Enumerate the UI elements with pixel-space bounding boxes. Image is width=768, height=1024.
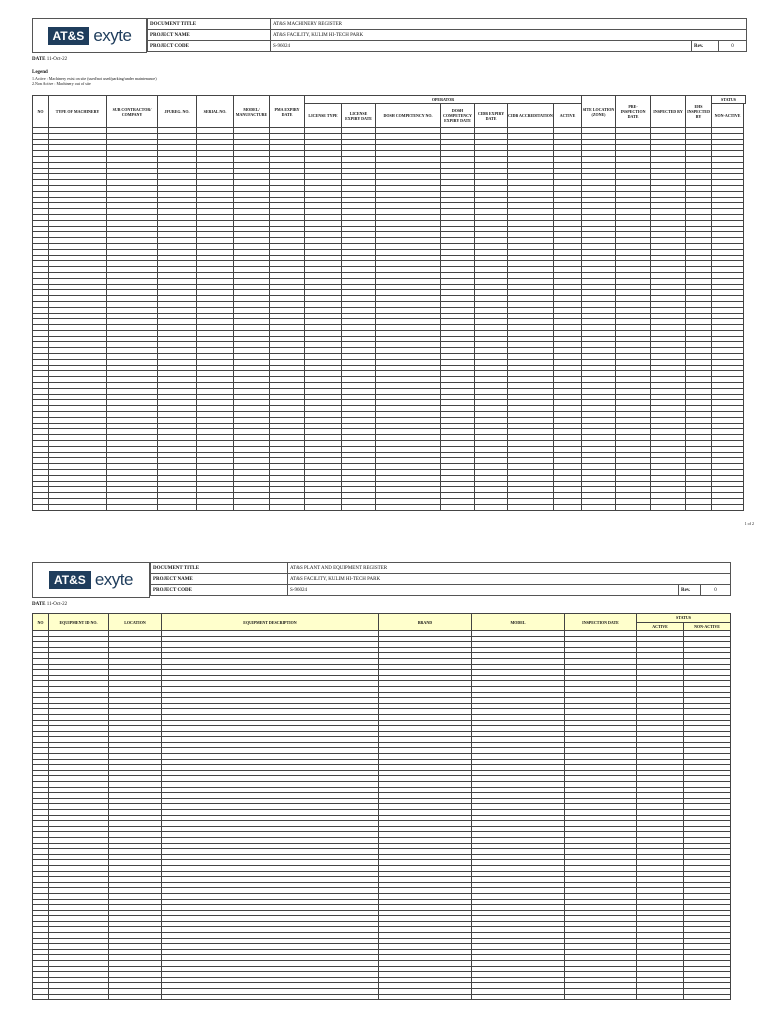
table-cell[interactable] [637,994,684,1000]
table-cell[interactable] [379,994,472,1000]
header-key-project-code: PROJECT CODE [148,41,271,52]
col2-location: LOCATION [109,614,162,631]
col-jkkp-reg-no: JFUREG. NO. [158,96,197,128]
table-cell[interactable] [712,504,744,510]
table-cell[interactable] [441,504,475,510]
col-cidb-expiry: CIDB EXPIRY DATE [475,104,508,128]
table-cell[interactable] [158,504,197,510]
document-header-table [147,18,747,52]
table-cell[interactable] [616,504,651,510]
logo-ats-text: AT&S [48,27,90,45]
header-value-project-name: AT&S FACILITY, KULIM HI-TECH PARK [271,30,747,41]
date-label: DATE [32,57,46,62]
col-group-status: STATUS [712,96,746,104]
header-key-project-name: PROJECT NAME [148,30,271,41]
rev-label: Rev. [692,41,719,52]
date-line [32,57,67,62]
col-inspected-by: INSPECTED BY [651,96,686,128]
col-dosh-competency-no: DOSH COMPETENCY NO. [376,104,441,128]
date-value-2: 11-Oct-22 [46,602,68,607]
date-value: 11-Oct-22 [46,57,68,62]
col-pma-expiry: PMA EXPIRY DATE [270,96,305,128]
table-cell[interactable] [234,504,270,510]
table-row [33,504,746,510]
header-key-project-code-2: PROJECT CODE [151,585,288,596]
equipment-register-table [32,613,731,1000]
table-cell[interactable] [109,994,162,1000]
legend [32,69,157,87]
header-value-project-name-2: AT&S FACILITY, KULIM HI-TECH PARK [288,574,731,585]
table-cell[interactable] [475,504,508,510]
table-cell[interactable] [472,994,565,1000]
table-cell[interactable] [33,504,49,510]
legend-item-non-active: 2.Non Active : Machinery out of site [32,81,91,86]
company-logo-2 [32,562,150,598]
table-row [33,994,731,1000]
table-cell[interactable] [686,504,712,510]
table-cell[interactable] [33,994,49,1000]
col-pre-inspection-date: PRE-INSPECTION DATE [616,96,651,128]
col2-group-status: STATUS [637,614,731,623]
col-license-expiry: LICENSE EXPIRY DATE [342,104,376,128]
table-cell[interactable] [565,994,637,1000]
col2-model: MODEL [472,614,565,631]
col-type-of-machinery: TYPE OF MACHINERY [49,96,107,128]
col-status-non-active: NON-ACTIVE [712,104,744,128]
col2-status-non-active: NON-ACTIVE [684,622,731,631]
col2-equipment-id: EQUIPMENT ID NO. [49,614,109,631]
col2-status-active: ACTIVE [637,622,684,631]
page-2 [0,545,768,1024]
document-header-table-2 [150,562,731,596]
date-line-2 [32,602,67,607]
col-status-active: ACTIVE [554,104,582,128]
rev-value: 0 [719,41,747,52]
table-cell[interactable] [554,504,582,510]
table-cell[interactable] [342,504,376,510]
header-value-document-title: AT&S MACHINERY REGISTER [271,19,747,30]
table-cell[interactable] [684,994,731,1000]
header-value-document-title-2: AT&S PLANT AND EQUIPMENT REGISTER [288,563,731,574]
col2-equipment-description: EQUIPMENT DESCRIPTION [162,614,379,631]
col2-inspection-date: INSPECTION DATE [565,614,637,631]
page-number: 1 of 2 [744,521,754,526]
table-cell[interactable] [376,504,441,510]
table-cell[interactable] [197,504,234,510]
table-cell[interactable] [49,994,109,1000]
col-group-operator: OPERATOR [305,96,582,104]
table-cell[interactable] [651,504,686,510]
col-dosh-competency-expiry: DOSH COMPETENCY EXPIRY DATE [441,104,475,128]
company-logo [32,18,147,53]
col-ehs-inspected-by: EHS INSPECTED BY [686,96,712,128]
col2-brand: BRAND [379,614,472,631]
logo-exyte-text: exyte [93,25,132,45]
logo-ats-text-2: AT&S [49,571,91,589]
col-no: NO [33,96,49,128]
legend-title: Legend [32,70,48,75]
col-serial-no: SERIAL NO. [197,96,234,128]
table-cell[interactable] [582,504,616,510]
col-subcontractor: SUB CONTRACTOR/ COMPANY [107,96,158,128]
table-cell[interactable] [305,504,342,510]
date-label-2: DATE [32,602,46,607]
table-cell[interactable] [508,504,554,510]
machinery-register-table [32,95,746,511]
table-cell[interactable] [107,504,158,510]
rev-value-2: 0 [701,585,731,596]
logo-exyte-text-2: exyte [94,570,133,589]
header-key-document-title: DOCUMENT TITLE [148,19,271,30]
col-site-location: SITE LOCATION (ZONE) [582,96,616,128]
col-license-type: LICENSE TYPE [305,104,342,128]
col-cidb-accreditation: CIDB ACCREDITATION [508,104,554,128]
col-model-manufacture: MODEL/ MANUFACTURE [234,96,270,128]
table-cell[interactable] [162,994,379,1000]
header-key-document-title-2: DOCUMENT TITLE [151,563,288,574]
machinery-register-body [33,128,746,511]
header-value-project-code: S-96024 [271,41,692,52]
header-key-project-name-2: PROJECT NAME [151,574,288,585]
legend-item-active: 1.Active : Machinery exist on site (used/not used/parking/under maintenance) [32,75,157,81]
rev-label-2: Rev. [679,585,701,596]
equipment-register-body [33,631,731,1000]
table-cell[interactable] [49,504,107,510]
col2-no: NO [33,614,49,631]
table-cell[interactable] [270,504,305,510]
header-value-project-code-2: S-96024 [288,585,679,596]
